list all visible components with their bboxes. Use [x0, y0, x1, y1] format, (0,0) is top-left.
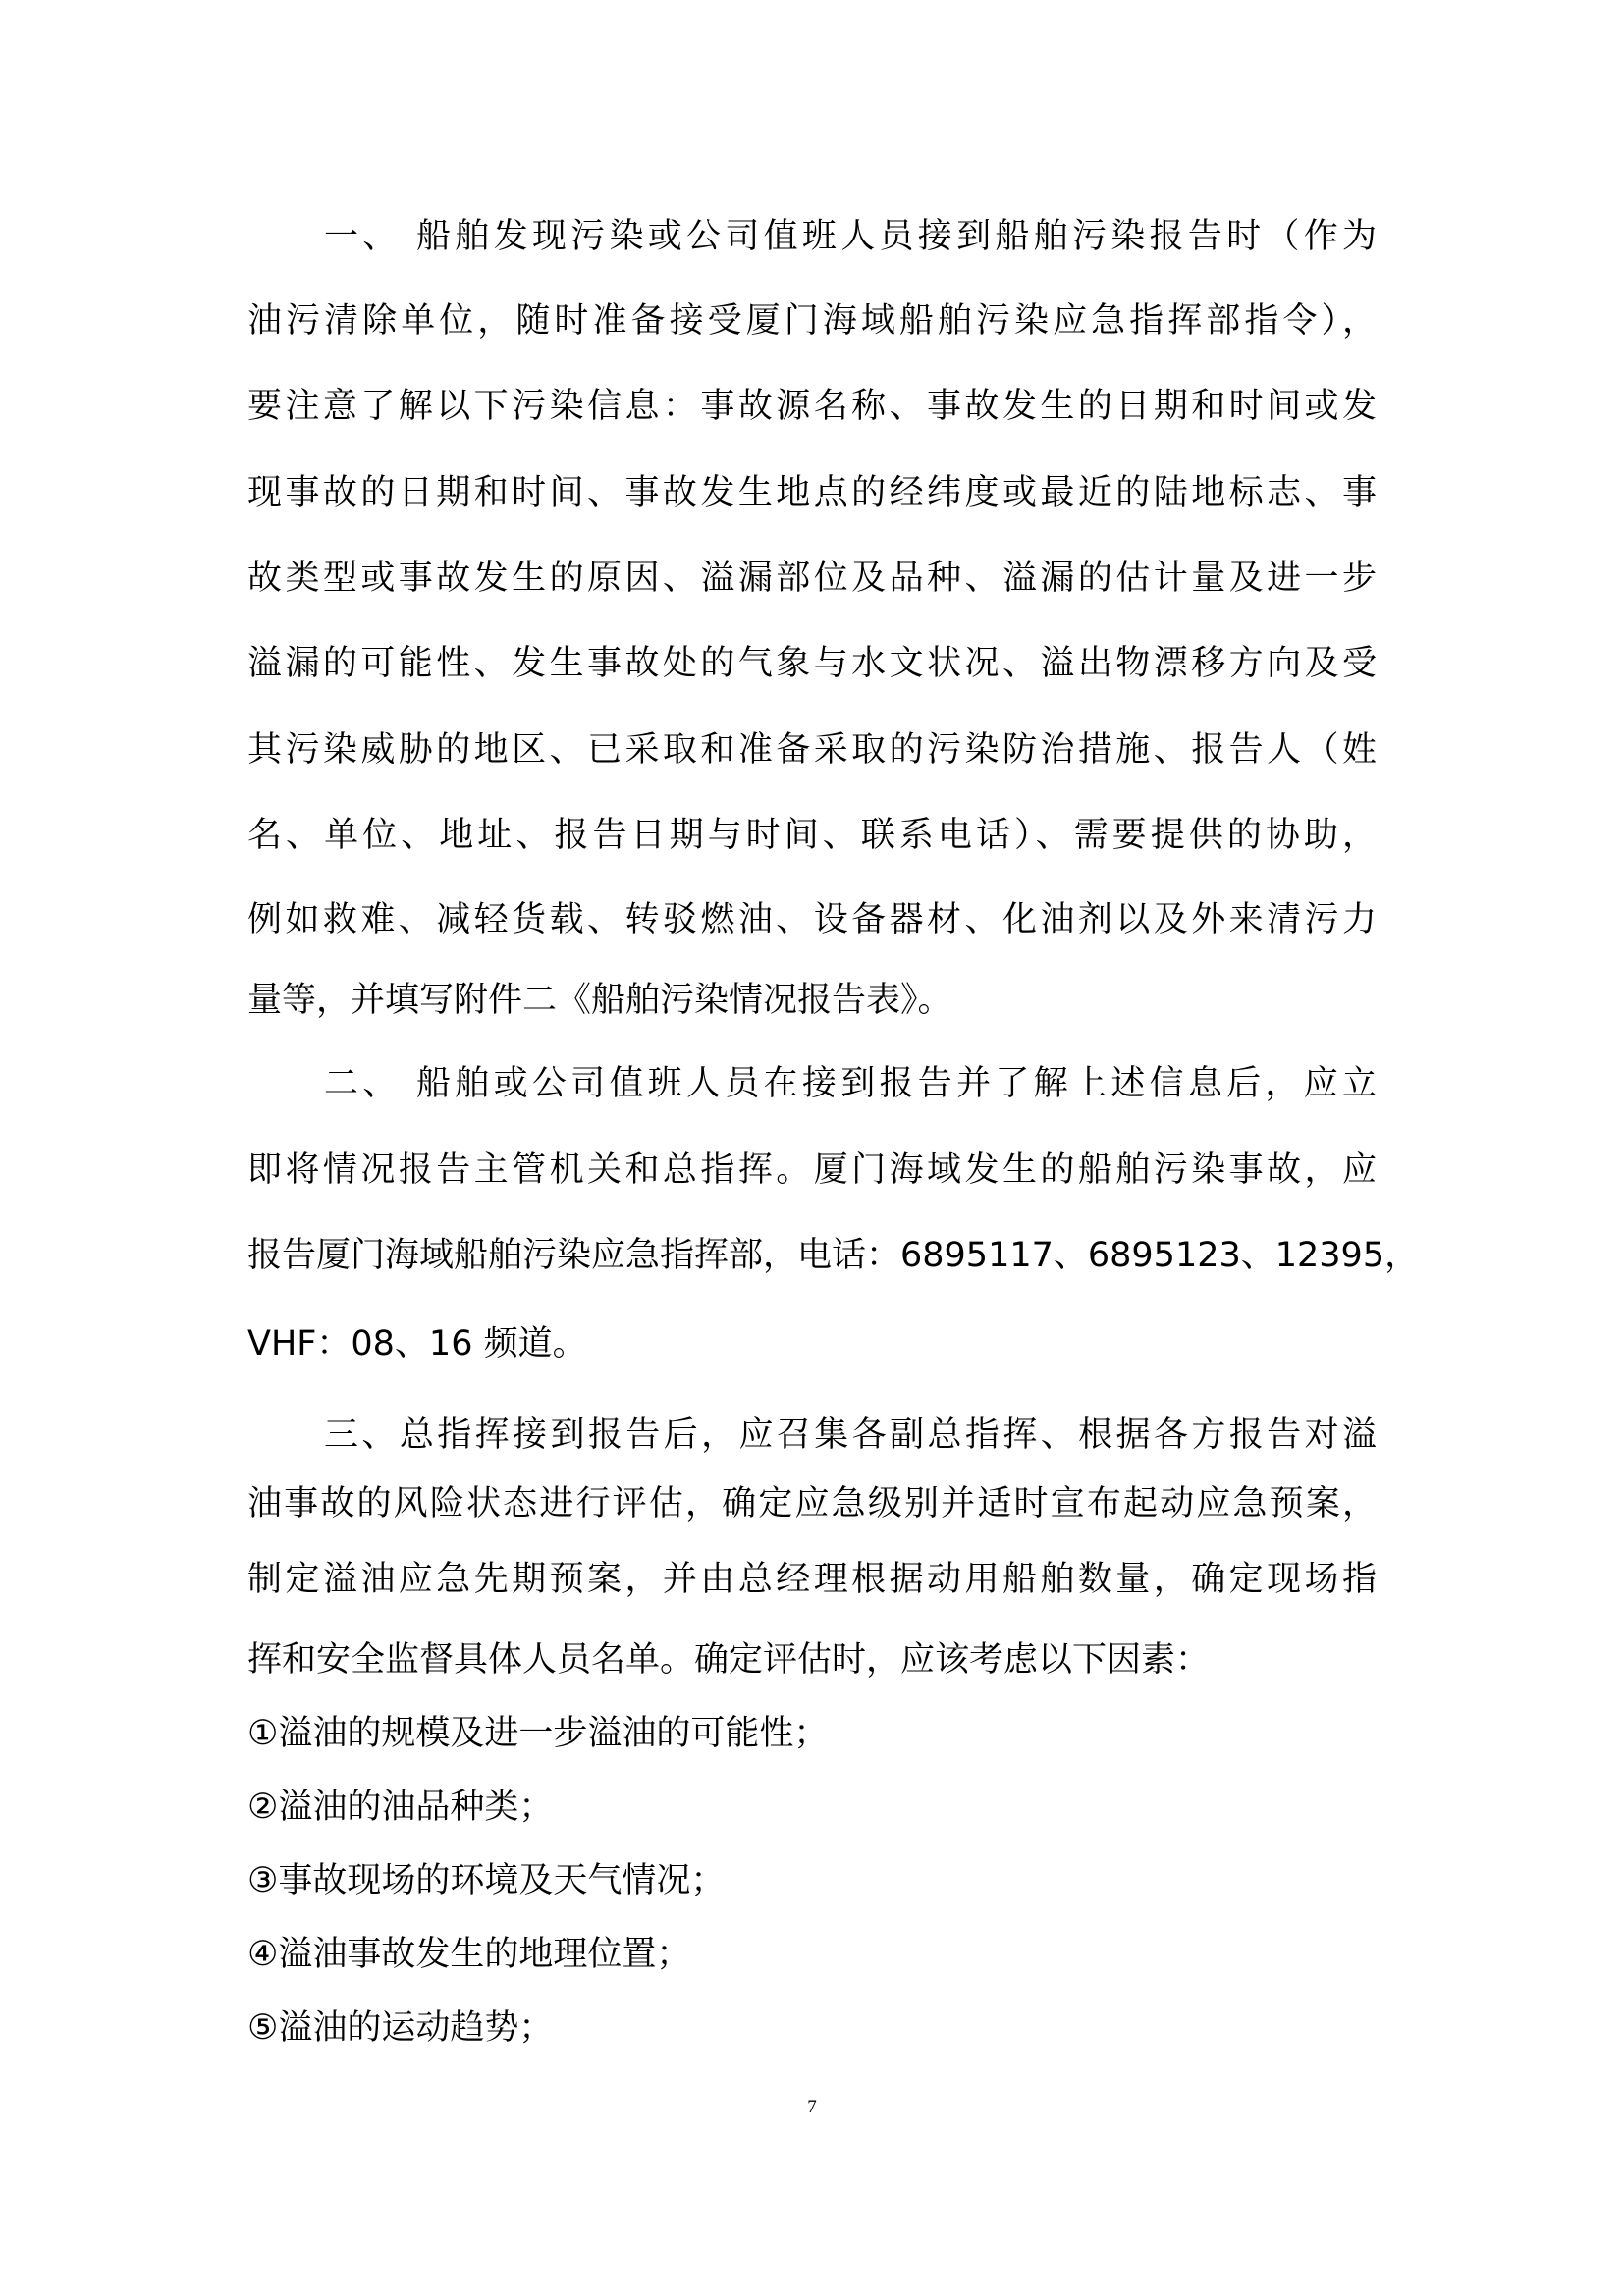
- paragraph-line: 油事故的风险状态进行评估，确定应急级别并适时宣布起动应急预案，: [247, 1484, 1377, 1523]
- list-item: ①溢油的规模及进一步溢油的可能性；: [247, 1714, 829, 1753]
- paragraph-line: VHF：08、16 频道。: [247, 1324, 587, 1363]
- paragraph-line: 要注意了解以下污染信息：事故源名称、事故发生的日期和时间或发: [247, 387, 1377, 426]
- list-item: ③事故现场的环境及天气情况；: [247, 1861, 726, 1900]
- paragraph-line: 即将情况报告主管机关和总指挥。厦门海域发生的船舶污染事故，应: [247, 1150, 1377, 1190]
- paragraph-line: 其污染威胁的地区、已采取和准备采取的污染防治措施、报告人（姓: [247, 730, 1377, 770]
- paragraph-line: 现事故的日期和时间、事故发生地点的经纬度或最近的陆地标志、事: [247, 473, 1377, 512]
- page-number: 7: [807, 2097, 817, 2117]
- paragraph-line: 故类型或事故发生的原因、溢漏部位及品种、溢漏的估计量及进一步: [247, 559, 1377, 598]
- list-item: ⑤溢油的运动趋势；: [247, 2008, 554, 2048]
- paragraph-line: 二、 船舶或公司值班人员在接到报告并了解上述信息后，应立: [324, 1064, 1377, 1103]
- paragraph-line: 溢漏的可能性、发生事故处的气象与水文状况、溢出物漂移方向及受: [247, 644, 1377, 683]
- list-item: ④溢油事故发生的地理位置；: [247, 1935, 691, 1974]
- paragraph-line: 油污清除单位，随时准备接受厦门海域船舶污染应急指挥部指令），: [247, 301, 1377, 341]
- paragraph-line: 例如救难、减轻货载、转驳燃油、设备器材、化油剂以及外来清污力: [247, 900, 1377, 939]
- paragraph-line: 挥和安全监督具体人员名单。确定评估时，应该考虑以下因素：: [247, 1640, 1211, 1680]
- paragraph-line: 一、 船舶发现污染或公司值班人员接到船舶污染报告时（作为: [324, 217, 1377, 256]
- paragraph-line: 三、总指挥接到报告后，应召集各副总指挥、根据各方报告对溢: [324, 1415, 1377, 1455]
- paragraph-line: 报告厦门海域船舶污染应急指挥部，电话：6895117、6895123、12395，: [247, 1236, 1420, 1275]
- paragraph-line: 制定溢油应急先期预案，并由总经理根据动用船舶数量，确定现场指: [247, 1560, 1377, 1599]
- paragraph-line: 名、单位、地址、报告日期与时间、联系电话）、需要提供的协助，: [247, 816, 1377, 855]
- paragraph-line: 量等，并填写附件二《船舶污染情况报告表》。: [247, 981, 952, 1020]
- list-item: ②溢油的油品种类；: [247, 1788, 554, 1827]
